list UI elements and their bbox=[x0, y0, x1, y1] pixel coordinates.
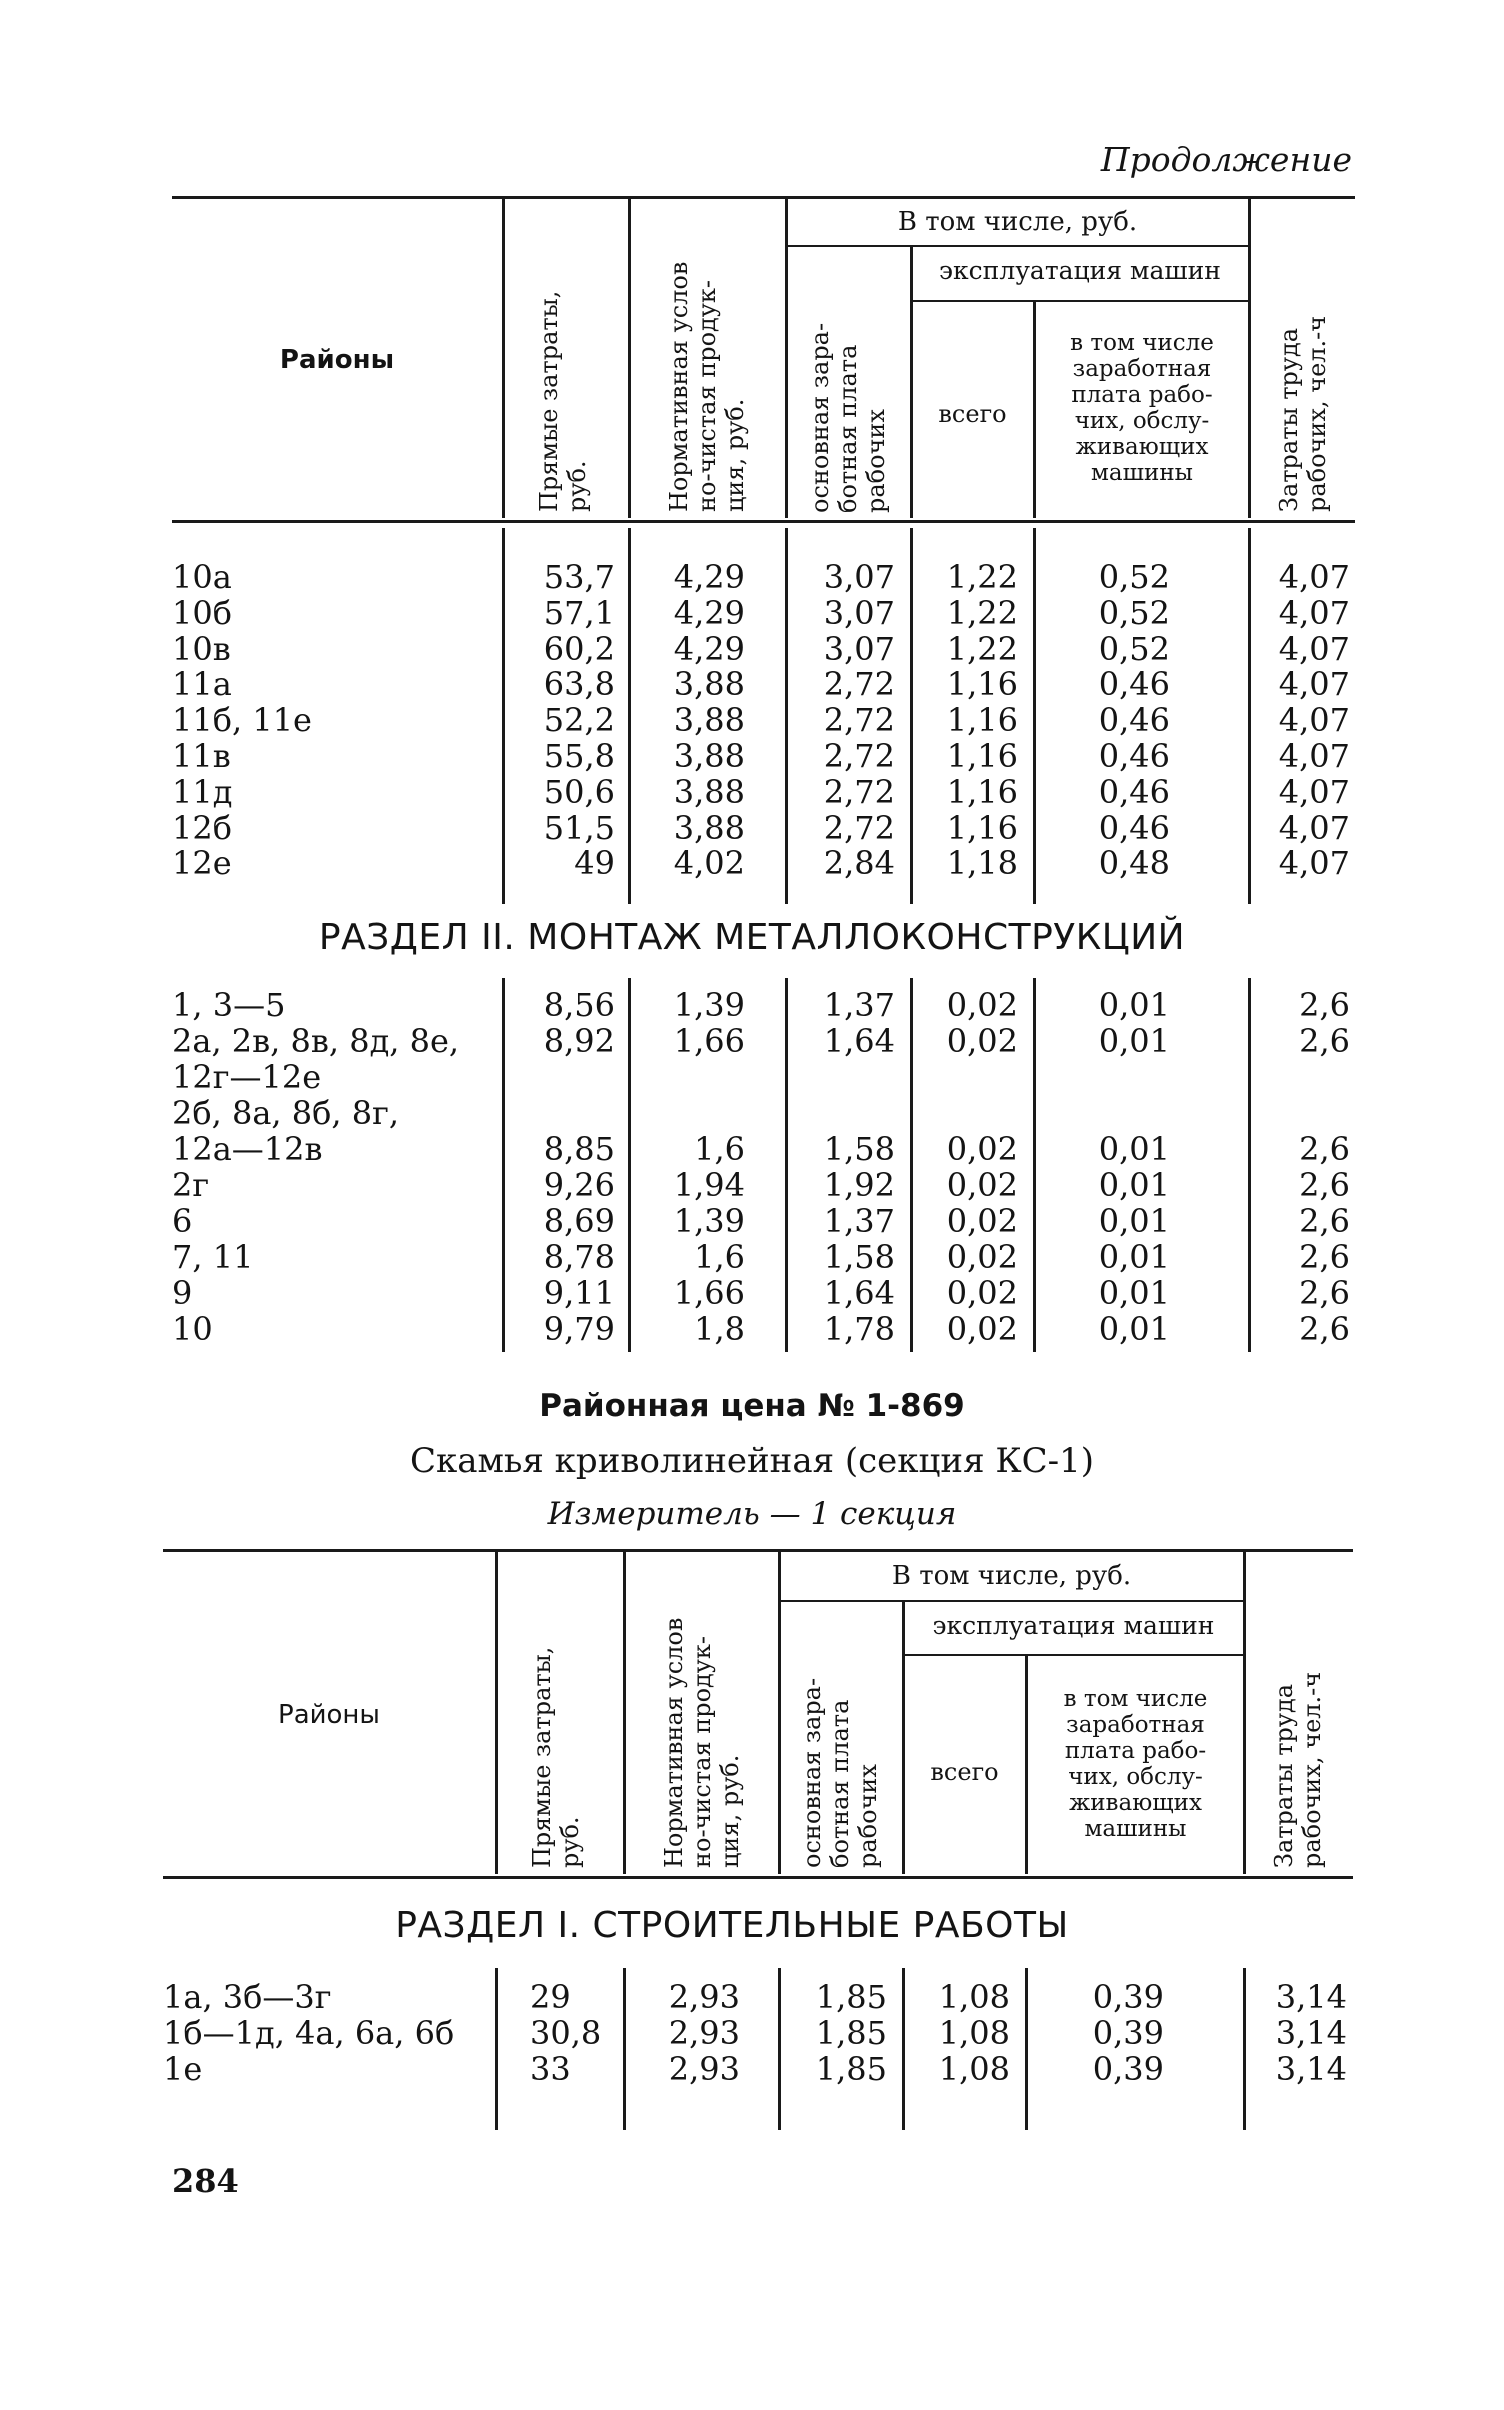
table-row bbox=[0, 2016, 1504, 2052]
direct-costs-cell: 29 bbox=[530, 1978, 571, 2016]
labor-cell: 4,07 bbox=[1278, 629, 1350, 668]
machine-operation-header: эксплуатация машин bbox=[939, 256, 1221, 285]
base-wage-cell: 1,78 bbox=[823, 1310, 895, 1348]
machine-wage-cell: 0,46 bbox=[1098, 665, 1170, 704]
district-cell: 2б, 8а, 8б, 8г, bbox=[172, 1094, 400, 1132]
labor-cell: 2,6 bbox=[1299, 1238, 1350, 1276]
direct-costs-cell: 57,1 bbox=[543, 593, 615, 632]
machine-total-cell: 0,02 bbox=[946, 1022, 1018, 1060]
machine-wage-cell: 0,01 bbox=[1098, 1130, 1170, 1168]
base-wage-cell: 1,92 bbox=[823, 1166, 895, 1204]
table-row bbox=[0, 739, 1504, 775]
district-cell: 10в bbox=[172, 629, 231, 668]
table1-top-rule bbox=[172, 196, 1355, 199]
base-wage-cell: 2,84 bbox=[823, 844, 895, 883]
net-production-cell: 3,88 bbox=[673, 772, 745, 811]
machine-total-cell: 1,16 bbox=[946, 737, 1018, 775]
direct-costs-cell: 8,69 bbox=[543, 1202, 615, 1240]
machine-total-cell: 0,02 bbox=[946, 1238, 1018, 1276]
district-cell: 12е bbox=[172, 844, 232, 883]
district-cell: 11а bbox=[172, 665, 232, 704]
direct-costs-cell: 55,8 bbox=[543, 737, 615, 775]
labor-cell: 2,6 bbox=[1299, 1130, 1350, 1168]
labor-cell: 4,07 bbox=[1278, 665, 1350, 704]
labor-cell: 3,14 bbox=[1275, 1978, 1347, 2016]
base-wage-cell: 2,72 bbox=[823, 737, 895, 775]
table-row bbox=[0, 988, 1504, 1024]
divider bbox=[902, 1602, 905, 1874]
base-wage-cell: 3,07 bbox=[823, 558, 895, 596]
net-production-header: Нормативная услов но-чистая продук- ция, руб. bbox=[665, 261, 749, 512]
district-cell: 10а bbox=[172, 558, 232, 596]
base-wage-cell: 1,85 bbox=[815, 2050, 887, 2088]
direct-costs-cell: 63,8 bbox=[543, 665, 615, 704]
table-row bbox=[0, 1204, 1504, 1240]
table-row bbox=[0, 1312, 1504, 1348]
base-wage-cell: 1,64 bbox=[823, 1274, 895, 1312]
machine-wage-cell: 0,48 bbox=[1098, 844, 1170, 883]
machine-wage-cell: 0,01 bbox=[1098, 1022, 1170, 1060]
net-production-cell: 1,6 bbox=[694, 1238, 745, 1276]
table-row bbox=[0, 593, 1504, 632]
subheader-rule bbox=[787, 245, 1248, 247]
base-wage-cell: 1,85 bbox=[815, 1978, 887, 2016]
table2-top-rule bbox=[163, 1549, 1353, 1552]
machine-total-cell: 1,08 bbox=[938, 1978, 1010, 2016]
districts-header: Районы bbox=[278, 1700, 380, 1730]
machine-wage-cell: 0,46 bbox=[1098, 772, 1170, 811]
machine-total-cell: 0,02 bbox=[946, 1130, 1018, 1168]
section2-title: РАЗДЕЛ II. МОНТАЖ МЕТАЛЛОКОНСТРУКЦИЙ bbox=[318, 917, 1186, 958]
subheader-rule bbox=[912, 300, 1248, 302]
net-production-cell: 1,94 bbox=[673, 1166, 745, 1204]
district-cell: 11в bbox=[172, 737, 231, 775]
base-wage-cell: 2,72 bbox=[823, 772, 895, 811]
continuation-label: Продолжение bbox=[1100, 140, 1352, 179]
divider bbox=[502, 198, 505, 518]
machine-wage-cell: 0,52 bbox=[1098, 558, 1170, 596]
machine-total-cell: 1,22 bbox=[946, 558, 1018, 596]
net-production-cell: 1,66 bbox=[673, 1274, 745, 1312]
district-cell: 11д bbox=[172, 772, 233, 811]
base-wage-cell: 1,58 bbox=[823, 1130, 895, 1168]
divider bbox=[910, 247, 913, 518]
price-title: Районная цена № 1-869 bbox=[539, 1388, 965, 1424]
table-row bbox=[0, 703, 1504, 739]
net-production-cell: 1,6 bbox=[694, 1130, 745, 1168]
divider bbox=[495, 1551, 498, 1874]
net-production-cell: 2,93 bbox=[668, 2014, 740, 2052]
including-header: В том числе, руб. bbox=[897, 207, 1138, 237]
direct-costs-cell: 9,11 bbox=[543, 1274, 615, 1312]
net-production-cell: 1,66 bbox=[673, 1022, 745, 1060]
divider bbox=[623, 1551, 626, 1874]
labor-cell: 2,6 bbox=[1299, 1310, 1350, 1348]
district-cell: 2а, 2в, 8в, 8д, 8е, bbox=[172, 1022, 460, 1060]
incl-wage-header: в том числе заработная плата рабо- чих, обслу- живающих машины bbox=[1063, 1686, 1208, 1842]
table-row bbox=[0, 1168, 1504, 1204]
base-wage-cell: 1,37 bbox=[823, 986, 895, 1024]
district-cell: 9 bbox=[172, 1274, 193, 1312]
district-cell: 1е bbox=[163, 2050, 203, 2088]
machine-wage-cell: 0,52 bbox=[1098, 593, 1170, 632]
base-wage-cell: 2,72 bbox=[823, 665, 895, 704]
subheader-rule bbox=[780, 1600, 1243, 1602]
labor-cell: 4,07 bbox=[1278, 808, 1350, 847]
net-production-cell: 4,29 bbox=[673, 593, 745, 632]
labor-header: Затраты труда рабочих, чел.-ч bbox=[1275, 315, 1331, 512]
table-row bbox=[0, 667, 1504, 703]
table-row bbox=[0, 1276, 1504, 1312]
district-cell-continued: 12г—12е bbox=[172, 1058, 322, 1096]
table-row bbox=[0, 772, 1504, 811]
machine-total-cell: 1,22 bbox=[946, 593, 1018, 632]
district-cell: 12б bbox=[172, 808, 232, 847]
section1-title: РАЗДЕЛ I. СТРОИТЕЛЬНЫЕ РАБОТЫ bbox=[395, 1905, 1069, 1946]
table2-header-bottom-rule bbox=[163, 1876, 1353, 1879]
net-production-cell: 3,88 bbox=[673, 737, 745, 775]
machine-total-cell: 0,02 bbox=[946, 1274, 1018, 1312]
direct-costs-cell: 33 bbox=[530, 2050, 571, 2088]
direct-costs-header: Прямые затраты, руб. bbox=[528, 1646, 584, 1868]
machine-wage-cell: 0,01 bbox=[1098, 1202, 1170, 1240]
machine-total-cell: 1,16 bbox=[946, 701, 1018, 740]
base-wage-cell: 1,37 bbox=[823, 1202, 895, 1240]
net-production-cell: 4,02 bbox=[673, 844, 745, 883]
base-wage-cell: 2,72 bbox=[823, 701, 895, 740]
total-header: всего bbox=[930, 1758, 999, 1786]
direct-costs-cell: 50,6 bbox=[543, 772, 615, 811]
labor-cell: 2,6 bbox=[1299, 1274, 1350, 1312]
incl-wage-header: в том числе заработная плата рабо- чих, обслу- живающих машины bbox=[1070, 330, 1214, 486]
district-cell-continued: 12а—12в bbox=[172, 1130, 323, 1168]
net-production-cell: 3,88 bbox=[673, 665, 745, 704]
machine-wage-cell: 0,01 bbox=[1098, 1238, 1170, 1276]
labor-cell: 2,6 bbox=[1299, 1022, 1350, 1060]
base-wage-header: основная зара- ботная плата рабочих bbox=[798, 1677, 882, 1868]
district-cell: 1б—1д, 4а, 6а, 6б bbox=[163, 2014, 455, 2052]
direct-costs-header: Прямые затраты, руб. bbox=[535, 290, 591, 512]
direct-costs-cell: 30,8 bbox=[530, 2014, 602, 2052]
district-cell: 6 bbox=[172, 1202, 193, 1240]
machine-total-cell: 0,02 bbox=[946, 1310, 1018, 1348]
labor-cell: 4,07 bbox=[1278, 701, 1350, 740]
net-production-cell: 2,93 bbox=[668, 1978, 740, 2016]
direct-costs-cell: 49 bbox=[574, 844, 615, 883]
machine-total-cell: 0,02 bbox=[946, 1202, 1018, 1240]
machine-total-cell: 0,02 bbox=[946, 1166, 1018, 1204]
base-wage-cell: 1,58 bbox=[823, 1238, 895, 1276]
labor-cell: 3,14 bbox=[1275, 2014, 1347, 2052]
labor-cell: 2,6 bbox=[1299, 986, 1350, 1024]
district-cell: 7, 11 bbox=[172, 1238, 254, 1276]
divider bbox=[628, 198, 631, 518]
labor-cell: 4,07 bbox=[1278, 844, 1350, 883]
net-production-cell: 4,29 bbox=[673, 558, 745, 596]
table-row bbox=[0, 1980, 1504, 2016]
machine-total-cell: 1,22 bbox=[946, 629, 1018, 668]
machine-wage-cell: 0,46 bbox=[1098, 701, 1170, 740]
base-wage-cell: 3,07 bbox=[823, 593, 895, 632]
table-row bbox=[0, 846, 1504, 882]
direct-costs-cell: 8,92 bbox=[543, 1022, 615, 1060]
machine-total-cell: 1,08 bbox=[938, 2050, 1010, 2088]
machine-total-cell: 1,08 bbox=[938, 2014, 1010, 2052]
base-wage-header: основная зара- ботная плата рабочих bbox=[806, 322, 890, 513]
machine-total-cell: 1,18 bbox=[946, 844, 1018, 883]
unit-measure: Измеритель — 1 секция bbox=[547, 1496, 957, 1532]
machine-wage-cell: 0,52 bbox=[1098, 629, 1170, 668]
labor-cell: 2,6 bbox=[1299, 1202, 1350, 1240]
table-row bbox=[0, 2052, 1504, 2088]
machine-wage-cell: 0,01 bbox=[1098, 1310, 1170, 1348]
including-header: В том числе, руб. bbox=[891, 1561, 1132, 1591]
table-row bbox=[0, 560, 1504, 596]
direct-costs-cell: 52,2 bbox=[543, 701, 615, 740]
table-row bbox=[0, 1096, 1504, 1168]
direct-costs-cell: 9,79 bbox=[543, 1310, 615, 1348]
net-production-cell: 1,8 bbox=[694, 1310, 745, 1348]
direct-costs-cell: 8,56 bbox=[543, 986, 615, 1024]
machine-wage-cell: 0,01 bbox=[1098, 1166, 1170, 1204]
district-cell: 1, 3—5 bbox=[172, 986, 286, 1024]
districts-header: Районы bbox=[279, 345, 395, 375]
net-production-header: Нормативная услов но-чистая продук- ция, руб. bbox=[660, 1617, 744, 1868]
table-row bbox=[0, 1240, 1504, 1276]
direct-costs-cell: 8,85 bbox=[543, 1130, 615, 1168]
table1-header-bottom-rule bbox=[172, 520, 1355, 523]
direct-costs-cell: 60,2 bbox=[543, 629, 615, 668]
labor-cell: 4,07 bbox=[1278, 737, 1350, 775]
table-row bbox=[0, 808, 1504, 847]
base-wage-cell: 1,85 bbox=[815, 2014, 887, 2052]
district-cell: 2г bbox=[172, 1166, 210, 1204]
net-production-cell: 1,39 bbox=[673, 986, 745, 1024]
base-wage-cell: 2,72 bbox=[823, 808, 895, 847]
district-cell: 10б bbox=[172, 593, 232, 632]
machine-wage-cell: 0,01 bbox=[1098, 1274, 1170, 1312]
machine-wage-cell: 0,39 bbox=[1092, 2050, 1164, 2088]
machine-total-cell: 1,16 bbox=[946, 772, 1018, 811]
labor-cell: 4,07 bbox=[1278, 593, 1350, 632]
table-row bbox=[0, 629, 1504, 668]
net-production-cell: 4,29 bbox=[673, 629, 745, 668]
machine-wage-cell: 0,39 bbox=[1092, 1978, 1164, 2016]
labor-cell: 4,07 bbox=[1278, 558, 1350, 596]
page-number: 284 bbox=[172, 2162, 239, 2200]
machine-total-cell: 0,02 bbox=[946, 986, 1018, 1024]
net-production-cell: 3,88 bbox=[673, 701, 745, 740]
machine-wage-cell: 0,46 bbox=[1098, 808, 1170, 847]
district-cell: 10 bbox=[172, 1310, 213, 1348]
labor-header: Затраты труда рабочих, чел.-ч bbox=[1270, 1671, 1326, 1868]
machine-wage-cell: 0,46 bbox=[1098, 737, 1170, 775]
net-production-cell: 2,93 bbox=[668, 2050, 740, 2088]
base-wage-cell: 1,64 bbox=[823, 1022, 895, 1060]
district-cell: 1а, 3б—3г bbox=[163, 1978, 332, 2016]
district-cell: 11б, 11е bbox=[172, 701, 312, 740]
direct-costs-cell: 9,26 bbox=[543, 1166, 615, 1204]
labor-cell: 3,14 bbox=[1275, 2050, 1347, 2088]
net-production-cell: 3,88 bbox=[673, 808, 745, 847]
total-header: всего bbox=[938, 400, 1007, 428]
machine-total-cell: 1,16 bbox=[946, 665, 1018, 704]
direct-costs-cell: 8,78 bbox=[543, 1238, 615, 1276]
table-row bbox=[0, 1024, 1504, 1096]
machine-total-cell: 1,16 bbox=[946, 808, 1018, 847]
direct-costs-cell: 51,5 bbox=[543, 808, 615, 847]
direct-costs-cell: 53,7 bbox=[543, 558, 615, 596]
machine-wage-cell: 0,01 bbox=[1098, 986, 1170, 1024]
machine-operation-header: эксплуатация машин bbox=[932, 1611, 1215, 1640]
machine-wage-cell: 0,39 bbox=[1092, 2014, 1164, 2052]
divider bbox=[1243, 1551, 1246, 1874]
net-production-cell: 1,39 bbox=[673, 1202, 745, 1240]
labor-cell: 2,6 bbox=[1299, 1166, 1350, 1204]
base-wage-cell: 3,07 bbox=[823, 629, 895, 668]
item-name: Скамья криволинейная (секция КС-1) bbox=[409, 1441, 1095, 1481]
subheader-rule bbox=[904, 1654, 1243, 1656]
labor-cell: 4,07 bbox=[1278, 772, 1350, 811]
divider bbox=[1248, 198, 1251, 518]
